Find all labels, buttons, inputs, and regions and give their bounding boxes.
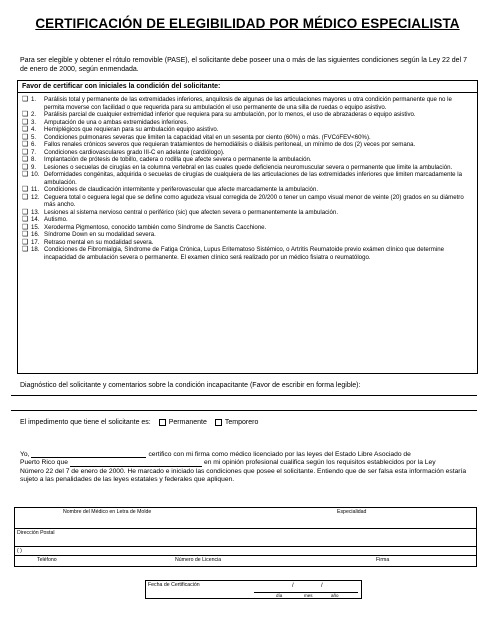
condition-number: 10. xyxy=(31,171,40,178)
condition-text: Deformidades congénitas, adquirida o secuelas de cirugías de cualquiera de las articulaciones de las extremidades inferiores que limiten marcadamente la ambulación. xyxy=(44,171,462,186)
date-slash-1: / xyxy=(292,583,294,589)
condition-number: 6. xyxy=(31,141,37,148)
condition-item xyxy=(22,96,471,111)
certification-paragraph xyxy=(20,451,475,485)
condition-checkbox[interactable]: ❑ xyxy=(22,208,29,216)
condition-checkbox[interactable]: ❑ xyxy=(22,216,29,223)
condition-text: Parálisis parcial de cualquier extremidad inferior que requiera para su ambulación, por lo menos, el uso de abrazaderas o equipo asistivo. xyxy=(44,111,416,118)
condition-number: 14. xyxy=(31,216,40,223)
condition-item xyxy=(22,216,471,224)
condition-number: 16. xyxy=(31,231,40,238)
condition-checkbox[interactable]: ❑ xyxy=(22,133,29,141)
condition-item xyxy=(22,186,471,194)
impediment-row xyxy=(20,419,258,426)
condition-checkbox[interactable]: ❑ xyxy=(22,238,29,246)
date-label: Fecha de Certificación xyxy=(148,582,200,588)
condition-number: 2. xyxy=(31,111,37,118)
form-row-divider-1 xyxy=(15,528,476,529)
conditions-header-divider xyxy=(18,92,477,93)
condition-item xyxy=(22,156,471,164)
condition-item xyxy=(22,141,471,149)
permanent-option-label: Permanente xyxy=(168,419,207,426)
conditions-list xyxy=(22,96,471,261)
doctor-name-blank[interactable] xyxy=(31,451,146,458)
form-row-divider-2 xyxy=(15,546,476,547)
license-label: Número de Licencia xyxy=(175,557,222,563)
condition-text: Parálisis total y permanente de las extremidades inferiores, anquilosis de algunas de las articulaciones mayores u otra condición permanente que no le permita moverse con facilidad o que requerida para su ambulación el uso permanente de una silla de ruedas o equipo asistivo. xyxy=(44,96,452,111)
cert-line-1-end: certifico con mi firma como médico licenciado por las leyes del Estado Libre Asociado de xyxy=(148,451,411,458)
cert-line-1-start: Yo, xyxy=(20,451,30,458)
condition-checkbox[interactable]: ❑ xyxy=(22,231,29,238)
condition-text: Síndrome Down en su modalidad severa. xyxy=(44,231,156,238)
page-title: CERTIFICACIÓN DE ELEGIBILIDAD POR MÉDICO ESPECIALISTA xyxy=(35,16,460,31)
date-day-label: día xyxy=(276,593,283,598)
condition-item xyxy=(22,194,471,209)
condition-text: Fallos renales crónicos severos que requieran tratamientos de hemodiálisis o diálisis peritoneal, un mínimo de dos (2) veces por semana. xyxy=(44,141,416,148)
condition-checkbox[interactable]: ❑ xyxy=(22,223,29,231)
diagnosis-label: Diagnóstico del solicitante y comentarios sobre la condición incapacitante (Favor de escribir en forma legible): xyxy=(20,382,361,389)
condition-checkbox[interactable]: ❑ xyxy=(22,118,29,126)
condition-number: 18. xyxy=(31,246,40,253)
conditions-box xyxy=(17,80,478,374)
condition-checkbox[interactable]: ❑ xyxy=(22,193,29,201)
condition-text: Implantación de prótesis de tobillo, cadera o rodilla que afecte severa o permanente la ambulación. xyxy=(44,156,312,163)
condition-checkbox[interactable]: ❑ xyxy=(22,96,29,103)
signature-label: Firma xyxy=(376,557,390,563)
condition-text: Lesiones o secuelas de cirugías en la columna vertebral en las cuales quede deficiencia neuromuscular severa o permanente que limite la ambulación. xyxy=(44,163,453,171)
date-year-label: año xyxy=(331,593,339,598)
cert-line-2-start: Puerto Rico que xyxy=(20,459,68,467)
condition-number: 3. xyxy=(31,118,37,126)
condition-number: 11. xyxy=(31,186,40,193)
condition-checkbox[interactable]: ❑ xyxy=(22,186,29,193)
doctor-info-form xyxy=(14,507,477,567)
condition-text: Xeroderma Pigmentoso, conocido también como Síndrome de Sanctis Cacchione. xyxy=(44,223,267,231)
temporary-option-label: Temporero xyxy=(224,419,259,426)
condition-number: 13. xyxy=(31,208,40,216)
condition-text: Ceguera total o ceguera legal que se define como agudeza visual corregida de 20/200 o tener un campo visual menor de veinte (20) grados en su diámetro más ancho. xyxy=(44,193,464,208)
condition-item xyxy=(22,119,471,127)
condition-number: 7. xyxy=(31,148,37,156)
condition-checkbox[interactable]: ❑ xyxy=(22,246,29,253)
condition-checkbox[interactable]: ❑ xyxy=(22,126,29,133)
address-label: Dirección Postal xyxy=(17,530,55,536)
condition-item xyxy=(22,111,471,119)
condition-text: Autismo. xyxy=(44,216,68,223)
condition-checkbox[interactable]: ❑ xyxy=(22,148,29,156)
condition-item xyxy=(22,246,471,261)
condition-text: Condiciones de Fibromialgia, Síndrome de Fatiga Crónica, Lupus Eritematoso Sistémico, o Artritis Reumatoide previo exámen clínico que determine incapacidad de ambulación severa o permanente. El examen clínico será realizado por un médico fisiatra o reumatólogo. xyxy=(44,246,445,261)
condition-text: Lesiones al sistema nervioso central o periférico (sic) que afecten severa o permanentemente la ambulación. xyxy=(44,208,339,216)
condition-checkbox[interactable]: ❑ xyxy=(22,163,29,171)
applicant-name-blank[interactable] xyxy=(70,459,202,466)
condition-number: 8. xyxy=(31,156,37,163)
condition-checkbox[interactable]: ❑ xyxy=(22,141,29,148)
diagnosis-line-2[interactable] xyxy=(11,410,477,411)
temporary-checkbox[interactable] xyxy=(215,419,222,426)
condition-text: Retraso mental en su modalidad severa. xyxy=(44,238,154,246)
condition-checkbox[interactable]: ❑ xyxy=(22,111,29,118)
condition-number: 9. xyxy=(31,163,37,171)
condition-text: Condiciones pulmonares severas que limiten la capacidad vital en un sesenta por ciento (60%) o más. (FVCóFEV<60%). xyxy=(44,133,371,141)
condition-number: 1. xyxy=(31,96,37,103)
condition-number: 15. xyxy=(31,223,40,231)
condition-text: Condiciones de claudicación intermitente y periferovascular que afecte marcadamente la ambulación. xyxy=(44,186,319,193)
cert-line-2-end: en mi opinión profesional cualifica según los requisitos establecidos por la Ley xyxy=(203,459,436,467)
specialty-label: Especialidad xyxy=(337,509,367,515)
condition-item xyxy=(22,239,471,247)
condition-number: 12. xyxy=(31,193,40,201)
doctor-name-label: Nombre del Médico en Letra de Molde xyxy=(63,509,152,515)
condition-item xyxy=(22,224,471,232)
diagnosis-line-1[interactable] xyxy=(11,395,477,396)
condition-item xyxy=(22,149,471,157)
cert-rest: Número 22 del 7 de enero de 2000. He marcado e iniciado las condiciones que posee el solicitante. Entiendo que de ser falsa esta información estaría sujeto a las penalidades de las leyes estatales y federales que apliquen. xyxy=(20,467,467,484)
condition-item xyxy=(22,209,471,217)
condition-checkbox[interactable]: ❑ xyxy=(22,156,29,163)
condition-item xyxy=(22,171,471,186)
phone-label: Teléfono xyxy=(37,557,57,563)
condition-item xyxy=(22,164,471,172)
condition-checkbox[interactable]: ❑ xyxy=(22,171,29,178)
condition-item xyxy=(22,231,471,239)
impediment-label: El impedimento que tiene el solicitante es: xyxy=(20,419,151,426)
form-row-divider-3 xyxy=(15,555,476,556)
condition-number: 17. xyxy=(31,238,40,246)
condition-text: Condiciones cardiovasculares grado III-C en adelante (cardiólogo). xyxy=(44,148,225,156)
date-month-label: mes xyxy=(304,593,313,598)
condition-number: 4. xyxy=(31,126,37,133)
condition-item xyxy=(22,126,471,134)
phone-parens: ( ) xyxy=(17,548,22,554)
certification-date-box xyxy=(145,580,362,599)
date-slash-2: / xyxy=(321,583,323,589)
conditions-header: Favor de certificar con iniciales la condición del solicitante: xyxy=(22,83,221,90)
permanent-checkbox[interactable] xyxy=(159,419,166,426)
condition-text: Hemiplégicos que requieran para su ambulación equipo asistivo. xyxy=(44,126,219,133)
intro-paragraph: Para ser elegible y obtener el rótulo removible (PASE), el solicitante debe poseer una o más de las siguientes condiciones según la Ley 22 del 7 de enero de 2000, según enmendada. xyxy=(20,57,467,74)
condition-text: Amputación de una o ambas extremidades inferiores. xyxy=(44,118,189,126)
condition-number: 5. xyxy=(31,133,37,141)
cert-line-2 xyxy=(20,459,475,467)
cert-line-1 xyxy=(20,451,475,459)
condition-item xyxy=(22,134,471,142)
